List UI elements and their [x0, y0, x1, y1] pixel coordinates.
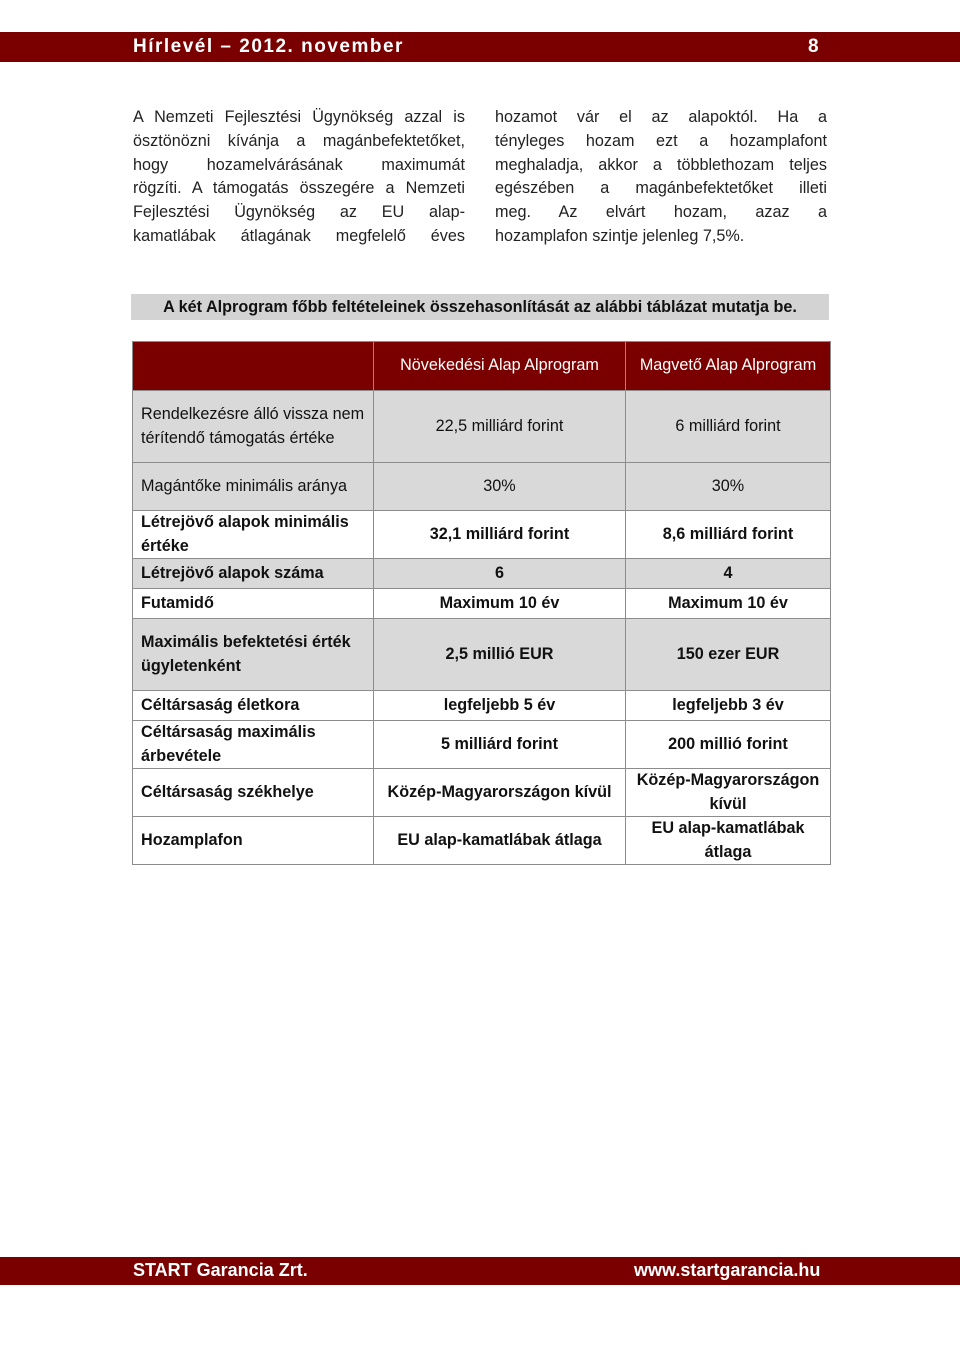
row-label: Létrejövő alapok minimális értéke	[133, 511, 374, 559]
cell-novekedesi: Maximum 10 év	[374, 589, 626, 619]
column-header-novekedesi: Növekedési Alap Alprogram	[374, 342, 626, 391]
cell-magveto: Maximum 10 év	[626, 589, 831, 619]
table-row	[133, 721, 831, 769]
cell-novekedesi: 2,5 millió EUR	[374, 619, 626, 691]
table-row	[133, 511, 831, 559]
row-label: Futamidő	[133, 589, 374, 619]
text-line: hozamot vár el az alapoktól. Ha a	[495, 108, 827, 126]
cell-novekedesi: 5 milliárd forint	[374, 721, 626, 769]
text-line: egészében a magánbefektetőket illeti	[495, 179, 827, 198]
page-header	[0, 32, 960, 62]
page-number: 8	[808, 36, 819, 57]
text-line: kamatlábak átlagának megfelelő éves	[133, 226, 465, 245]
cell-magveto: legfeljebb 3 év	[626, 691, 831, 721]
text-line: rögzíti. A támogatás összegére a Nemzeti	[133, 179, 465, 198]
text-line: hozamplafon szintje jelenleg 7,5%.	[495, 226, 745, 245]
column-header-magveto: Magvető Alap Alprogram	[626, 342, 831, 391]
website-link[interactable]: www.startgarancia.hu	[634, 1260, 821, 1280]
text-line: hogy hozamelvárásának maximumát	[133, 155, 465, 174]
row-label: Létrejövő alapok száma	[133, 559, 374, 589]
cell-novekedesi: EU alap-kamatlábak átlaga	[374, 817, 626, 865]
table-row	[133, 619, 831, 691]
table-row	[133, 391, 831, 463]
table-caption: A két Alprogram főbb feltételeinek összehasonlítását az alábbi táblázat mutatja be.	[131, 294, 829, 320]
cell-magveto: 4	[626, 559, 831, 589]
comparison-table	[132, 341, 831, 865]
text-line: Fejlesztési Ügynökség az EU alap-	[133, 203, 465, 222]
table-header-row	[133, 342, 831, 391]
table-row	[133, 463, 831, 511]
page-footer	[0, 1257, 960, 1285]
cell-magveto: 6 milliárd forint	[626, 391, 831, 463]
row-label: Rendelkezésre álló vissza nem térítendő támogatás értéke	[133, 391, 374, 463]
table-row	[133, 817, 831, 865]
text-line: ösztönözni kívánja a magánbefektetőket,	[133, 131, 465, 150]
cell-magveto: 200 millió forint	[626, 721, 831, 769]
cell-novekedesi: 30%	[374, 463, 626, 511]
text-line: meg. Az elvárt hozam, azaz a	[495, 203, 827, 222]
cell-novekedesi: 22,5 milliárd forint	[374, 391, 626, 463]
row-label: Céltársaság maximális árbevétele	[133, 721, 374, 769]
cell-magveto: 30%	[626, 463, 831, 511]
company-name: START Garancia Zrt.	[133, 1260, 308, 1280]
table-row	[133, 769, 831, 817]
left-column-text	[133, 106, 465, 249]
row-label: Céltársaság életkora	[133, 691, 374, 721]
cell-magveto: 8,6 milliárd forint	[626, 511, 831, 559]
table-row	[133, 691, 831, 721]
table-row	[133, 559, 831, 589]
cell-novekedesi: Közép-Magyarországon kívül	[374, 769, 626, 817]
right-column-text	[495, 106, 827, 249]
table-row	[133, 589, 831, 619]
cell-novekedesi: 6	[374, 559, 626, 589]
row-label: Maximális befektetési érték ügyletenként	[133, 619, 374, 691]
row-label: Magántőke minimális aránya	[133, 463, 374, 511]
row-label: Hozamplafon	[133, 817, 374, 865]
cell-magveto: EU alap-kamatlábak átlaga	[626, 817, 831, 865]
row-label: Céltársaság székhelye	[133, 769, 374, 817]
cell-magveto: Közép-Magyarországon kívül	[626, 769, 831, 817]
cell-magveto: 150 ezer EUR	[626, 619, 831, 691]
newsletter-title: Hírlevél – 2012. november	[133, 36, 404, 57]
table-header-blank	[133, 342, 374, 391]
cell-novekedesi: 32,1 milliárd forint	[374, 511, 626, 559]
text-line: tényleges hozam ezt a hozamplafont	[495, 131, 827, 150]
text-line: A Nemzeti Fejlesztési Ügynökség azzal is	[133, 108, 465, 126]
cell-novekedesi: legfeljebb 5 év	[374, 691, 626, 721]
text-line: meghaladja, akkor a többlethozam teljes	[495, 155, 827, 174]
